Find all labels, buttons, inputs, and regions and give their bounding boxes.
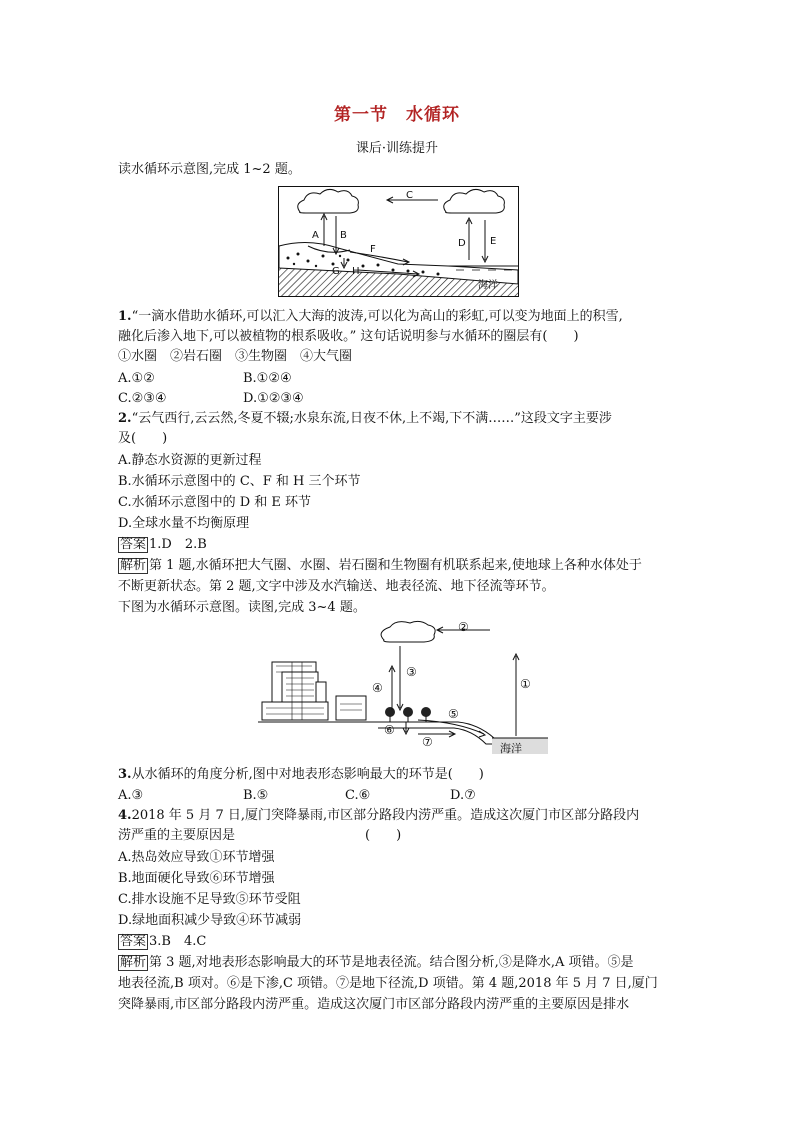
ocean-label-2: 海洋 (500, 742, 522, 755)
q3-option-c: C.⑥ (345, 788, 371, 803)
q4-number: 4. (118, 808, 132, 823)
q2-option-c: C.水循环示意图中的 D 和 E 环节 (118, 495, 312, 510)
q3-option-a: A.③ (118, 788, 144, 803)
answer-1 (118, 536, 207, 554)
cloud-icon (381, 621, 435, 642)
analysis-2-line3: 突降暴雨,市区部分路段内涝严重。造成这次厦门市区部分路段内涝严重的主要原因是排水 (118, 997, 630, 1012)
analysis-2-line1: 第 3 题,对地表形态影响最大的环节是地表径流。结合图分析,③是降水,A 项错。⑤是 (149, 955, 634, 970)
q3-line1 (118, 766, 484, 784)
q3-option-d: D.⑦ (450, 788, 476, 803)
q1-line1 (118, 308, 623, 326)
label-5: ⑤ (448, 707, 459, 721)
label-f: F (370, 244, 376, 255)
analysis-2-line2: 地表径流,B 项对。⑥是下渗,C 项错。⑦是地下径流,D 项错。第 4 题,2018 年 5 月 7 日,厦门 (118, 976, 658, 991)
ocean-label-1: 海洋 (478, 280, 498, 291)
label-2: ② (458, 620, 469, 634)
q1-option-d: D.①②③④ (243, 391, 304, 406)
label-7: ⑦ (422, 735, 433, 749)
q1-text-1: “一滴水借助水循环,可以汇入大海的波涛,可以化为高山的彩虹,可以变为地面上的积雪, (131, 309, 623, 324)
analysis-1-line2: 不断更新状态。第 2 题,文字中涉及水汽输送、地表径流、地下径流等环节。 (118, 579, 555, 594)
label-h: H (352, 266, 360, 277)
label-3: ③ (406, 665, 417, 679)
label-e: E (490, 236, 497, 247)
label-4: ④ (372, 681, 383, 695)
page-subtitle: 课后·训练提升 (355, 141, 439, 156)
q1-option-c: C.②③④ (118, 391, 167, 406)
label-1: ① (520, 677, 531, 691)
label-d: D (458, 238, 466, 249)
answer-2 (118, 933, 206, 951)
answer-text-2: 3.B 4.C (149, 934, 207, 949)
q2-text-1: “云气西行,云云然,冬夏不辍;水泉东流,日夜不休,上不竭,下不满……”这段文字主要涉 (131, 411, 612, 426)
analysis-1 (118, 557, 642, 575)
answer-label-2: 答案 (120, 934, 147, 949)
q2-option-a: A.静态水资源的更新过程 (118, 453, 262, 468)
q2-line1 (118, 410, 612, 428)
label-g: G (332, 266, 340, 277)
q2-line2: 及( ) (118, 431, 168, 446)
q1-line2: 融化后渗入地下,可以被植物的根系吸收。” 这句话说明参与水循环的圈层有( ) (118, 329, 579, 344)
intro-1: 读水循环示意图,完成 1~2 题。 (118, 162, 301, 177)
q4-option-b: B.地面硬化导致⑥环节增强 (118, 871, 275, 886)
intro-2: 下图为水循环示意图。读图,完成 3~4 题。 (118, 600, 366, 615)
label-c: C (406, 190, 413, 201)
q4-text-1: 2018 年 5 月 7 日,厦门突降暴雨,市区部分路段内涝严重。造成这次厦门市区部分路段内 (131, 808, 640, 823)
analysis-label-1: 解析 (120, 558, 147, 573)
q4-line1 (118, 807, 639, 825)
q1-number: 1. (118, 309, 132, 324)
q2-option-b: B.水循环示意图中的 C、F 和 H 三个环节 (118, 474, 361, 489)
label-a: A (312, 230, 319, 241)
city-buildings (262, 662, 366, 720)
q4-option-d: D.绿地面积减少导致④环节减弱 (118, 913, 302, 928)
q1-spheres: ①水圈 ②岩石圈 ③生物圈 ④大气圈 (118, 349, 353, 364)
analysis-label-2: 解析 (120, 955, 147, 970)
q1-option-a: A.①② (118, 371, 155, 386)
q4-line2: 涝严重的主要原因是 ( ) (118, 828, 402, 843)
analysis-1-line1: 第 1 题,水循环把大气圈、水圈、岩石圈和生物圈有机联系起来,使地球上各种水体处于 (149, 558, 642, 573)
answer-label-1: 答案 (120, 537, 147, 552)
water-cycle-diagram-2 (258, 616, 548, 762)
q3-option-b: B.⑤ (243, 788, 269, 803)
analysis-2 (118, 954, 633, 972)
q1-option-b: B.①②④ (243, 371, 292, 386)
q3-number: 3. (118, 767, 132, 782)
q3-text: 从水循环的角度分析,图中对地表形态影响最大的环节是( ) (131, 767, 484, 782)
q4-option-a: A.热岛效应导致①环节增强 (118, 850, 275, 865)
q4-option-c: C.排水设施不足导致⑤环节受阻 (118, 892, 301, 907)
q2-number: 2. (118, 411, 132, 426)
q2-option-d: D.全球水量不均衡原理 (118, 516, 250, 531)
water-cycle-diagram-1 (278, 186, 520, 298)
page-title: 第一节 水循环 (334, 105, 460, 125)
label-6: ⑥ (384, 723, 395, 737)
answer-text-1: 1.D 2.B (149, 537, 207, 552)
label-b: B (340, 230, 347, 241)
